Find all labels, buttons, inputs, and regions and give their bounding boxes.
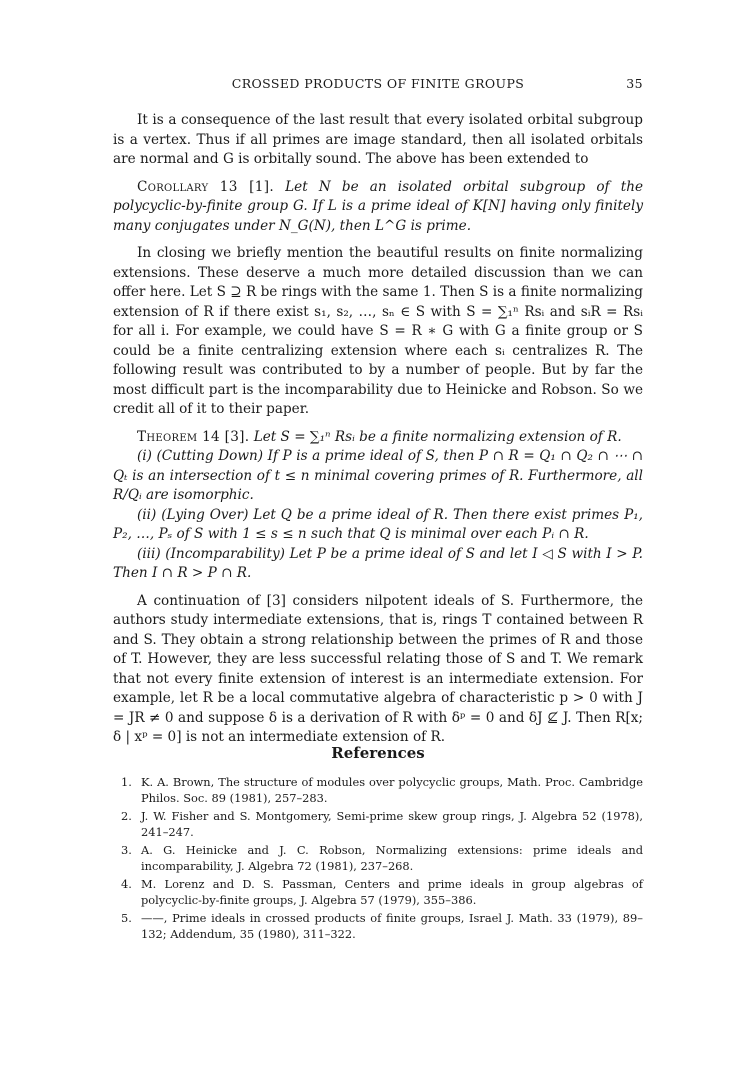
theorem-intro: Let S = ∑₁ⁿ Rsᵢ be a finite normalizing extension of R. <box>253 428 622 445</box>
reference-text: K. A. Brown, The structure of modules over polycyclic groups, Math. Proc. Cambridge Philos. Soc. 89 (1981), 257–283. <box>141 775 643 805</box>
running-title: CROSSED PRODUCTS OF FINITE GROUPS <box>231 76 525 91</box>
reference-text: M. Lorenz and D. S. Passman, Centers and prime ideals in group algebras of polycyclic-by-finite groups, J. Algebra 57 (1979), 355–386. <box>141 877 643 907</box>
reference-item <box>113 842 643 874</box>
reference-item <box>113 774 643 806</box>
corollary-label: Corollary 13 [1]. <box>137 178 274 195</box>
reference-number: 1. <box>121 775 132 789</box>
paragraph-intro: It is a consequence of the last result that every isolated orbital subgroup is a vertex. Thus if all primes are image standard, then all isolated orbitals are normal and G is orbitally sound. The above has been extended to <box>113 112 643 167</box>
theorem-part-lying-over: (ii) (Lying Over) Let Q be a prime ideal of R. Then there exist primes P₁, P₂, …, Pₛ of S with 1 ≤ s ≤ n such that Q is minimal over each Pᵢ ∩ R. <box>113 506 643 542</box>
theorem-part-incomparability: (iii) (Incomparability) Let P be a prime ideal of S and let I ◁ S with I > P. Then I ∩ R > P ∩ R. <box>113 545 643 581</box>
reference-number: 3. <box>121 843 132 857</box>
reference-item <box>113 876 643 908</box>
reference-number: 2. <box>121 809 132 823</box>
theorem-label: Theorem 14 [3]. <box>137 428 250 445</box>
reference-text: A. G. Heinicke and J. C. Robson, Normalizing extensions: prime ideals and incomparability, J. Algebra 72 (1981), 237–268. <box>141 843 643 873</box>
corollary-13 <box>113 178 643 237</box>
reference-text: ——, Prime ideals in crossed products of finite groups, Israel J. Math. 33 (1979), 89–132; Addendum, 35 (1980), 311–322. <box>141 911 643 941</box>
theorem-part-cutting-down: (i) (Cutting Down) If P is a prime ideal of S, then P ∩ R = Q₁ ∩ Q₂ ∩ ⋯ ∩ Qₜ is an intersection of t ≤ n minimal covering primes of R. Furthermore, all R/Qᵢ are isomorphic. <box>113 448 643 503</box>
reference-list <box>113 774 643 944</box>
references-heading: References <box>331 744 425 762</box>
reference-item <box>113 910 643 942</box>
reference-text: J. W. Fisher and S. Montgomery, Semi-prime skew group rings, J. Algebra 52 (1978), 241–247. <box>141 809 643 839</box>
article-body <box>113 111 643 756</box>
paragraph-normalizing: In closing we briefly mention the beautiful results on finite normalizing extensions. These deserve a much more detailed discussion than we can offer here. Let S ⊇ R be rings with the same 1. Then S is a finite normalizing extension of R if there exist s₁, s₂, …, sₙ ∈ S with S = ∑₁ⁿ Rsᵢ and sᵢR = Rsᵢ for all i. For example, we could have S = R ∗ G with G a finite group or S could be a finite centralizing extension where each sᵢ centralizes R. The following result was contributed to by a number of people. But by far the most difficult part is the incomparability due to Heinicke and Robson. So we credit all of it to their paper. <box>113 245 643 417</box>
reference-number: 5. <box>121 911 132 925</box>
reference-item <box>113 808 643 840</box>
paragraph-continuation: A continuation of [3] considers nilpotent ideals of S. Furthermore, the authors study intermediate extensions, that is, rings T contained between R and S. They obtain a strong relationship between the primes of R and those of T. However, they are less successful relating those of S and T. We remark that not every finite extension of interest is an intermediate extension. For example, let R be a local commutative algebra of characteristic p > 0 with J = JR ≠ 0 and suppose δ is a derivation of R with δᵖ = 0 and δJ ⊈ J. Then R[x; δ | xᵖ = 0] is not an intermediate extension of R. <box>113 592 643 745</box>
theorem-14 <box>113 428 643 448</box>
corollary-statement: Let N be an isolated orbital subgroup of the polycyclic-by-finite group G. If L is a prime ideal of K[N] having only finitely many conjugates under N_G(N), then L^G is prime. <box>113 178 644 234</box>
page-number: 35 <box>626 76 643 91</box>
reference-number: 4. <box>121 877 132 891</box>
